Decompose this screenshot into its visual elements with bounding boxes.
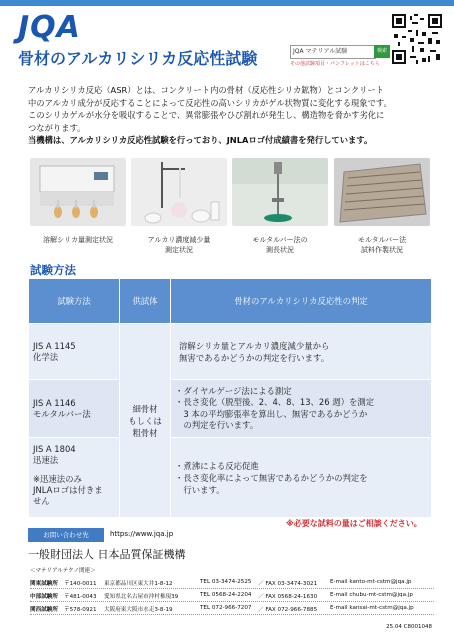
method-cell	[29, 438, 120, 518]
method-name: 化学法	[33, 351, 59, 362]
page-title: 骨材のアルカリシリカ反応性試験	[18, 49, 258, 68]
search-input[interactable]: JQA マテリアル試験	[290, 45, 376, 59]
search-note[interactable]: その他試験項目・パンフレットはこちら	[290, 61, 380, 67]
office-address: 東京都品川区東大井1-8-12	[104, 581, 173, 587]
office-zip: 〒578-0921	[64, 607, 97, 613]
judgement-text: の判定を行います。	[175, 420, 259, 430]
office-address: 大阪府東大阪市水走3-8-19	[104, 607, 173, 613]
required-sample-note: ※必要な試料の量はご相談ください。	[286, 519, 422, 528]
office-email[interactable]: E-mail kansai-mt-cstm@jqa.jp	[330, 605, 414, 611]
specimen-text: 粗骨材	[132, 427, 158, 438]
table-row	[29, 380, 432, 438]
office-name: 関東試験所	[30, 581, 58, 587]
section-heading: 試験方法	[30, 263, 76, 277]
photo-mortar-bar-specimen	[334, 158, 430, 226]
document-number: 25.04 C8001048	[386, 624, 432, 630]
office-name: 関西試験所	[30, 607, 58, 613]
office-zip: 〒481-0043	[64, 594, 97, 600]
method-code: JIS A 1804	[33, 444, 76, 454]
photo-alkali-concentration	[131, 158, 227, 226]
photo-dissolved-silica	[30, 158, 126, 226]
test-method-table	[28, 278, 432, 518]
judgement-text: 無害であるかどうかの判定を行います。	[179, 352, 330, 363]
column-header: 骨材のアルカリシリカ反応性の判定	[171, 279, 432, 324]
office-tel: TEL 03-3474-2525	[200, 579, 252, 585]
office-name: 中部試験所	[30, 594, 58, 600]
office-email[interactable]: E-mail chubu-mt-cstm@jqa.jp	[330, 592, 413, 598]
judgement-text: 溶解シリカ量とアルカリ濃度減少量から	[179, 340, 330, 351]
office-address: 愛知県北名古屋市沖村権現39	[104, 594, 179, 600]
photo-caption	[131, 235, 227, 255]
website-link[interactable]: https://www.jqa.jp	[110, 530, 174, 538]
photo-mortar-bar-measure	[232, 158, 328, 226]
method-note: せん	[33, 496, 50, 506]
caption-text: モルタルバー法	[357, 236, 407, 244]
search-button[interactable]: 検索	[374, 45, 390, 58]
office-row	[30, 589, 434, 602]
intro-line: 中のアルカリ成分が反応することによって反応性の高いシリカがゲル状物質に変化する現象です。	[28, 97, 392, 108]
caption-text: 測定状況	[165, 246, 193, 254]
office-row	[30, 602, 434, 615]
photo-caption	[334, 235, 430, 255]
table-header-row	[29, 279, 432, 324]
judgement-cell	[171, 380, 432, 438]
specimen-text: もしくは	[128, 415, 162, 426]
intro-text	[28, 84, 438, 147]
office-zip: 〒140-0011	[64, 581, 97, 587]
judgement-cell	[171, 324, 432, 380]
specimen-cell	[120, 324, 171, 518]
judgement-cell	[171, 438, 432, 518]
method-name: モルタルバー法	[33, 408, 91, 419]
judgement-text: 3 本の平均膨張率を算出し、無害であるかどうか	[175, 408, 368, 419]
office-fax: ／ FAX 072-966-7885	[258, 607, 318, 613]
method-cell	[29, 324, 120, 380]
office-row	[30, 576, 434, 589]
judgement-text: ・長さ変化（脱型後、2、4、8、13、26 週）を測定	[175, 397, 375, 407]
judgement-text: ・煮沸による反応促進	[175, 460, 259, 471]
jqa-logo: JQA	[18, 10, 81, 45]
caption-text: 試料作製状況	[361, 246, 403, 254]
caption-text: 測長状況	[266, 246, 294, 254]
method-note: ※迅速法のみ	[33, 474, 82, 484]
column-header: 供試体	[120, 279, 171, 324]
table-row	[29, 324, 432, 380]
table-row	[29, 438, 432, 518]
method-code: JIS A 1145	[33, 340, 76, 351]
column-header: 試験方法	[29, 279, 120, 324]
caption-text: モルタルバー法の	[252, 236, 308, 244]
photo-caption	[232, 235, 328, 255]
intro-line: つながります。	[28, 122, 86, 133]
qr-code-icon	[392, 14, 442, 64]
photo-caption	[30, 235, 126, 245]
method-code: JIS A 1146	[33, 397, 76, 408]
intro-line: 当機構は、アルカリシリカ反応性試験を行っており、JNLAロゴ付成績書を発行しています。	[28, 135, 373, 145]
office-fax: ／ FAX 03-3474-3021	[258, 581, 318, 587]
judgement-text: 行います。	[175, 484, 225, 495]
office-tel: TEL 0568-24-2204	[200, 592, 252, 598]
caption-text: アルカリ濃度減少量	[147, 236, 211, 244]
method-name: 迅速法	[33, 455, 59, 465]
intro-line: アルカリシリカ反応（ASR）とは、コンクリート内の骨材（反応性シリカ鉱物）とコンクリート	[28, 85, 385, 95]
method-note: JNLAロゴは付きま	[33, 485, 103, 495]
intro-line: このシリカゲルが水分を吸収することで、異常膨張やひび割れが発生し、構造物を脅かす劣化に	[28, 110, 385, 120]
office-email[interactable]: E-mail kanto-mt-cstm@jqa.jp	[330, 579, 412, 585]
judgement-text: ・ダイヤルゲージ法による測定	[175, 385, 292, 396]
method-cell	[29, 380, 120, 438]
office-tel: TEL 072-966-7207	[200, 605, 252, 611]
office-fax: ／ FAX 0568-24-1630	[258, 594, 318, 600]
department-label: ＜マテリアルテクノ関連＞	[30, 568, 96, 574]
organization-name: 一般財団法人 日本品質保証機構	[28, 548, 186, 561]
office-list	[30, 576, 434, 615]
judgement-text: ・長さ変化率によって無害であるかどうかの判定を	[175, 472, 368, 483]
contact-label: お問い合わせ先	[28, 528, 104, 542]
specimen-text: 細骨材	[132, 403, 158, 414]
caption-text: 溶解シリカ量測定状況	[43, 236, 113, 244]
top-accent-bar	[0, 0, 454, 6]
